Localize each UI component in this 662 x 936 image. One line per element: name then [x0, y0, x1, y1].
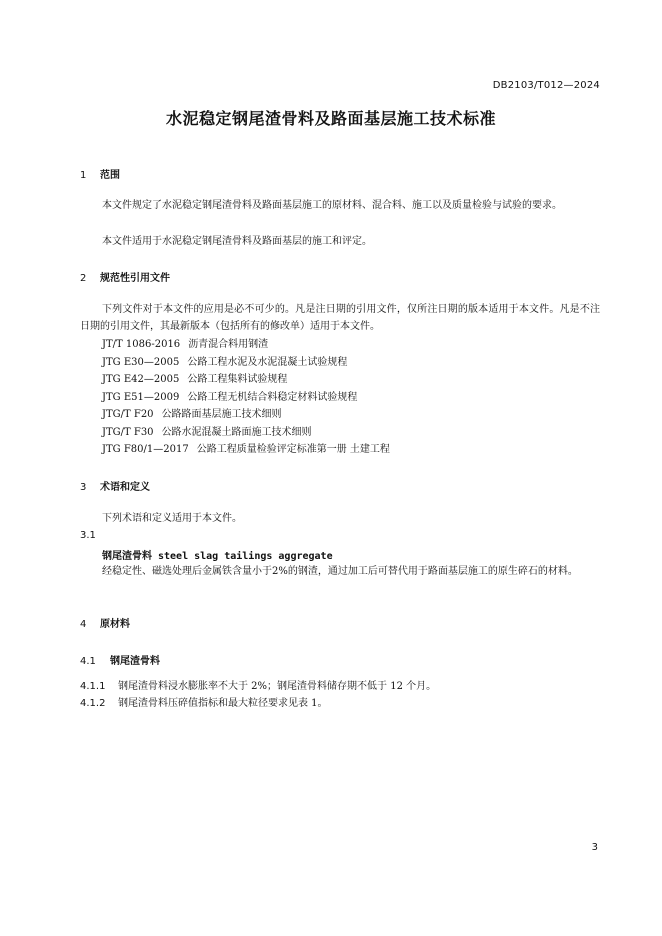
reference-code: JT/T 1086-2016 [102, 339, 181, 350]
page-number: 3 [591, 842, 598, 853]
section-heading-terms [80, 478, 150, 493]
subsection-title: 钢尾渣骨料 [110, 656, 160, 667]
reference-item [102, 389, 390, 407]
clause-text: 钢尾渣骨料压碎值指标和最大粒径要求见表 1。 [118, 698, 328, 709]
reference-item [102, 424, 390, 442]
section-heading-scope [80, 166, 120, 181]
scope-paragraph-2: 本文件适用于水泥稳定钢尾渣骨料及路面基层的施工和评定。 [102, 236, 372, 247]
reference-name: 公路路面基层施工技术细则 [161, 409, 282, 420]
scope-paragraph-1: 本文件规定了水泥稳定钢尾渣骨料及路面基层施工的原材料、混合料、施工以及质量检验与试验的要求。 [102, 200, 562, 211]
section-title: 原材料 [100, 619, 130, 630]
clause-text: 钢尾渣骨料浸水膨胀率不大于 2%；钢尾渣骨料储存期不低于 12 个月。 [118, 681, 437, 692]
reference-item [102, 336, 390, 354]
subsection-number: 4.1 [80, 656, 96, 667]
reference-name: 公路工程集料试验规程 [187, 374, 288, 385]
reference-list [102, 336, 390, 459]
section-number: 4 [80, 619, 87, 630]
clause [80, 677, 436, 692]
section-number: 1 [80, 170, 87, 181]
reference-item [102, 354, 390, 372]
reference-item [102, 371, 390, 389]
reference-code: JTG/T F20 [102, 409, 154, 420]
term-entry [102, 547, 333, 562]
subsection-heading [80, 652, 160, 667]
reference-code: JTG/T F30 [102, 426, 154, 438]
reference-item [102, 441, 390, 459]
reference-code: JTG E30—2005 [102, 356, 180, 368]
section-number: 3 [80, 482, 87, 493]
clause-number: 4.1.2 [80, 698, 106, 709]
term-name: 钢尾渣骨料 [102, 551, 152, 562]
reference-name: 沥青混合料用钢渣 [188, 339, 269, 350]
refs-intro-paragraph: 下列文件对于本文件的应用是必不可少的。凡是注日期的引用文件，仅所注日期的版本适用于本文件。凡是不注日期的引用文件，其最新版本（包括所有的修改单）适用于本文件。 [80, 304, 600, 332]
terms-intro-paragraph: 下列术语和定义适用于本文件。 [102, 513, 242, 524]
clause-number: 4.1.1 [80, 681, 106, 692]
standard-code: DB2103/T012—2024 [492, 80, 600, 91]
reference-name: 公路水泥混凝土路面施工技术细则 [161, 426, 312, 438]
section-heading-refs [80, 269, 170, 284]
reference-code: JTG E51—2009 [102, 391, 180, 403]
document-title: 水泥稳定钢尾渣骨料及路面基层施工技术标准 [165, 109, 496, 128]
term-english: steel slag tailings aggregate [158, 551, 333, 562]
reference-name: 公路工程水泥及水泥混凝土试验规程 [187, 356, 348, 368]
term-definition: 经稳定性、磁选处理后金属铁含量小于2%的钢渣，通过加工后可替代用于路面基层施工的原生碎石的材料。 [102, 566, 578, 577]
reference-code: JTG E42—2005 [102, 374, 180, 385]
section-heading-materials [80, 615, 130, 630]
reference-name: 公路工程质量检验评定标准第一册 土建工程 [196, 444, 390, 455]
section-title: 范围 [100, 170, 120, 181]
reference-code: JTG F80/1—2017 [102, 444, 189, 455]
term-number: 3.1 [80, 530, 96, 541]
reference-name: 公路工程无机结合料稳定材料试验规程 [187, 391, 358, 403]
clause [80, 694, 328, 709]
section-number: 2 [80, 273, 87, 284]
section-title: 术语和定义 [100, 482, 150, 493]
reference-item [102, 406, 390, 424]
section-title: 规范性引用文件 [100, 273, 170, 284]
